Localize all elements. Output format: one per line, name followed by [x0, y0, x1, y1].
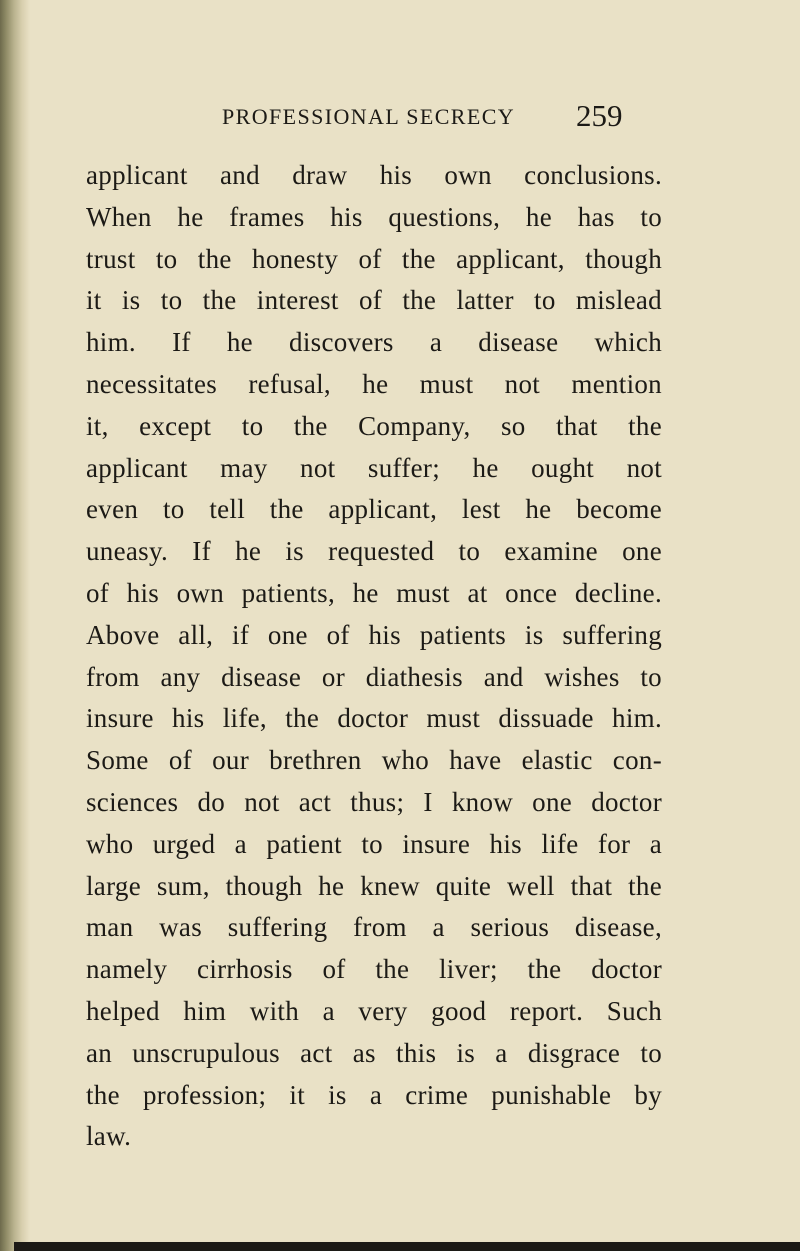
text-line: of his own patients, he must at once decline. [86, 577, 662, 608]
text-line: namely cirrhosis of the liver; the doctor [86, 954, 662, 985]
text-line: the profession; it is a crime punishable by [86, 1079, 662, 1110]
text-line: even to tell the applicant, lest he become [86, 494, 662, 525]
text-line: who urged a patient to insure his life for a [86, 828, 662, 859]
body-paragraph [86, 155, 662, 1158]
page-header [0, 98, 800, 138]
text-line: sciences do not act thus; I know one doctor [86, 786, 662, 817]
text-line: Some of our brethren who have elastic con- [86, 745, 662, 776]
text-line: helped him with a very good report. Such [86, 995, 662, 1026]
running-title: PROFESSIONAL SECRECY [222, 104, 516, 129]
text-line-last: law. [86, 1121, 132, 1152]
text-line: large sum, though he knew quite well that the [86, 870, 662, 901]
page-binding-edge [0, 0, 30, 1251]
text-line: it, except to the Company, so that the [86, 410, 662, 441]
page-bottom-edge [14, 1242, 800, 1251]
text-line: an unscrupulous act as this is a disgrace to [86, 1037, 662, 1068]
text-line: applicant may not suffer; he ought not [86, 452, 662, 483]
text-line: man was suffering from a serious disease, [86, 912, 662, 943]
text-line: applicant and draw his own conclusions. [86, 160, 662, 190]
text-line: When he frames his questions, he has to [86, 201, 662, 232]
text-line: insure his life, the doctor must dissuade him. [86, 703, 662, 734]
text-line: it is to the interest of the latter to mislead [86, 285, 662, 316]
text-line: uneasy. If he is requested to examine one [86, 536, 662, 567]
text-line: him. If he discovers a disease which [86, 327, 662, 358]
page-number: 259 [576, 98, 623, 133]
text-line: trust to the honesty of the applicant, though [86, 243, 662, 274]
text-line: necessitates refusal, he must not mention [86, 368, 662, 399]
text-line: Above all, if one of his patients is suffering [86, 619, 662, 650]
text-line: from any disease or diathesis and wishes to [86, 661, 662, 692]
